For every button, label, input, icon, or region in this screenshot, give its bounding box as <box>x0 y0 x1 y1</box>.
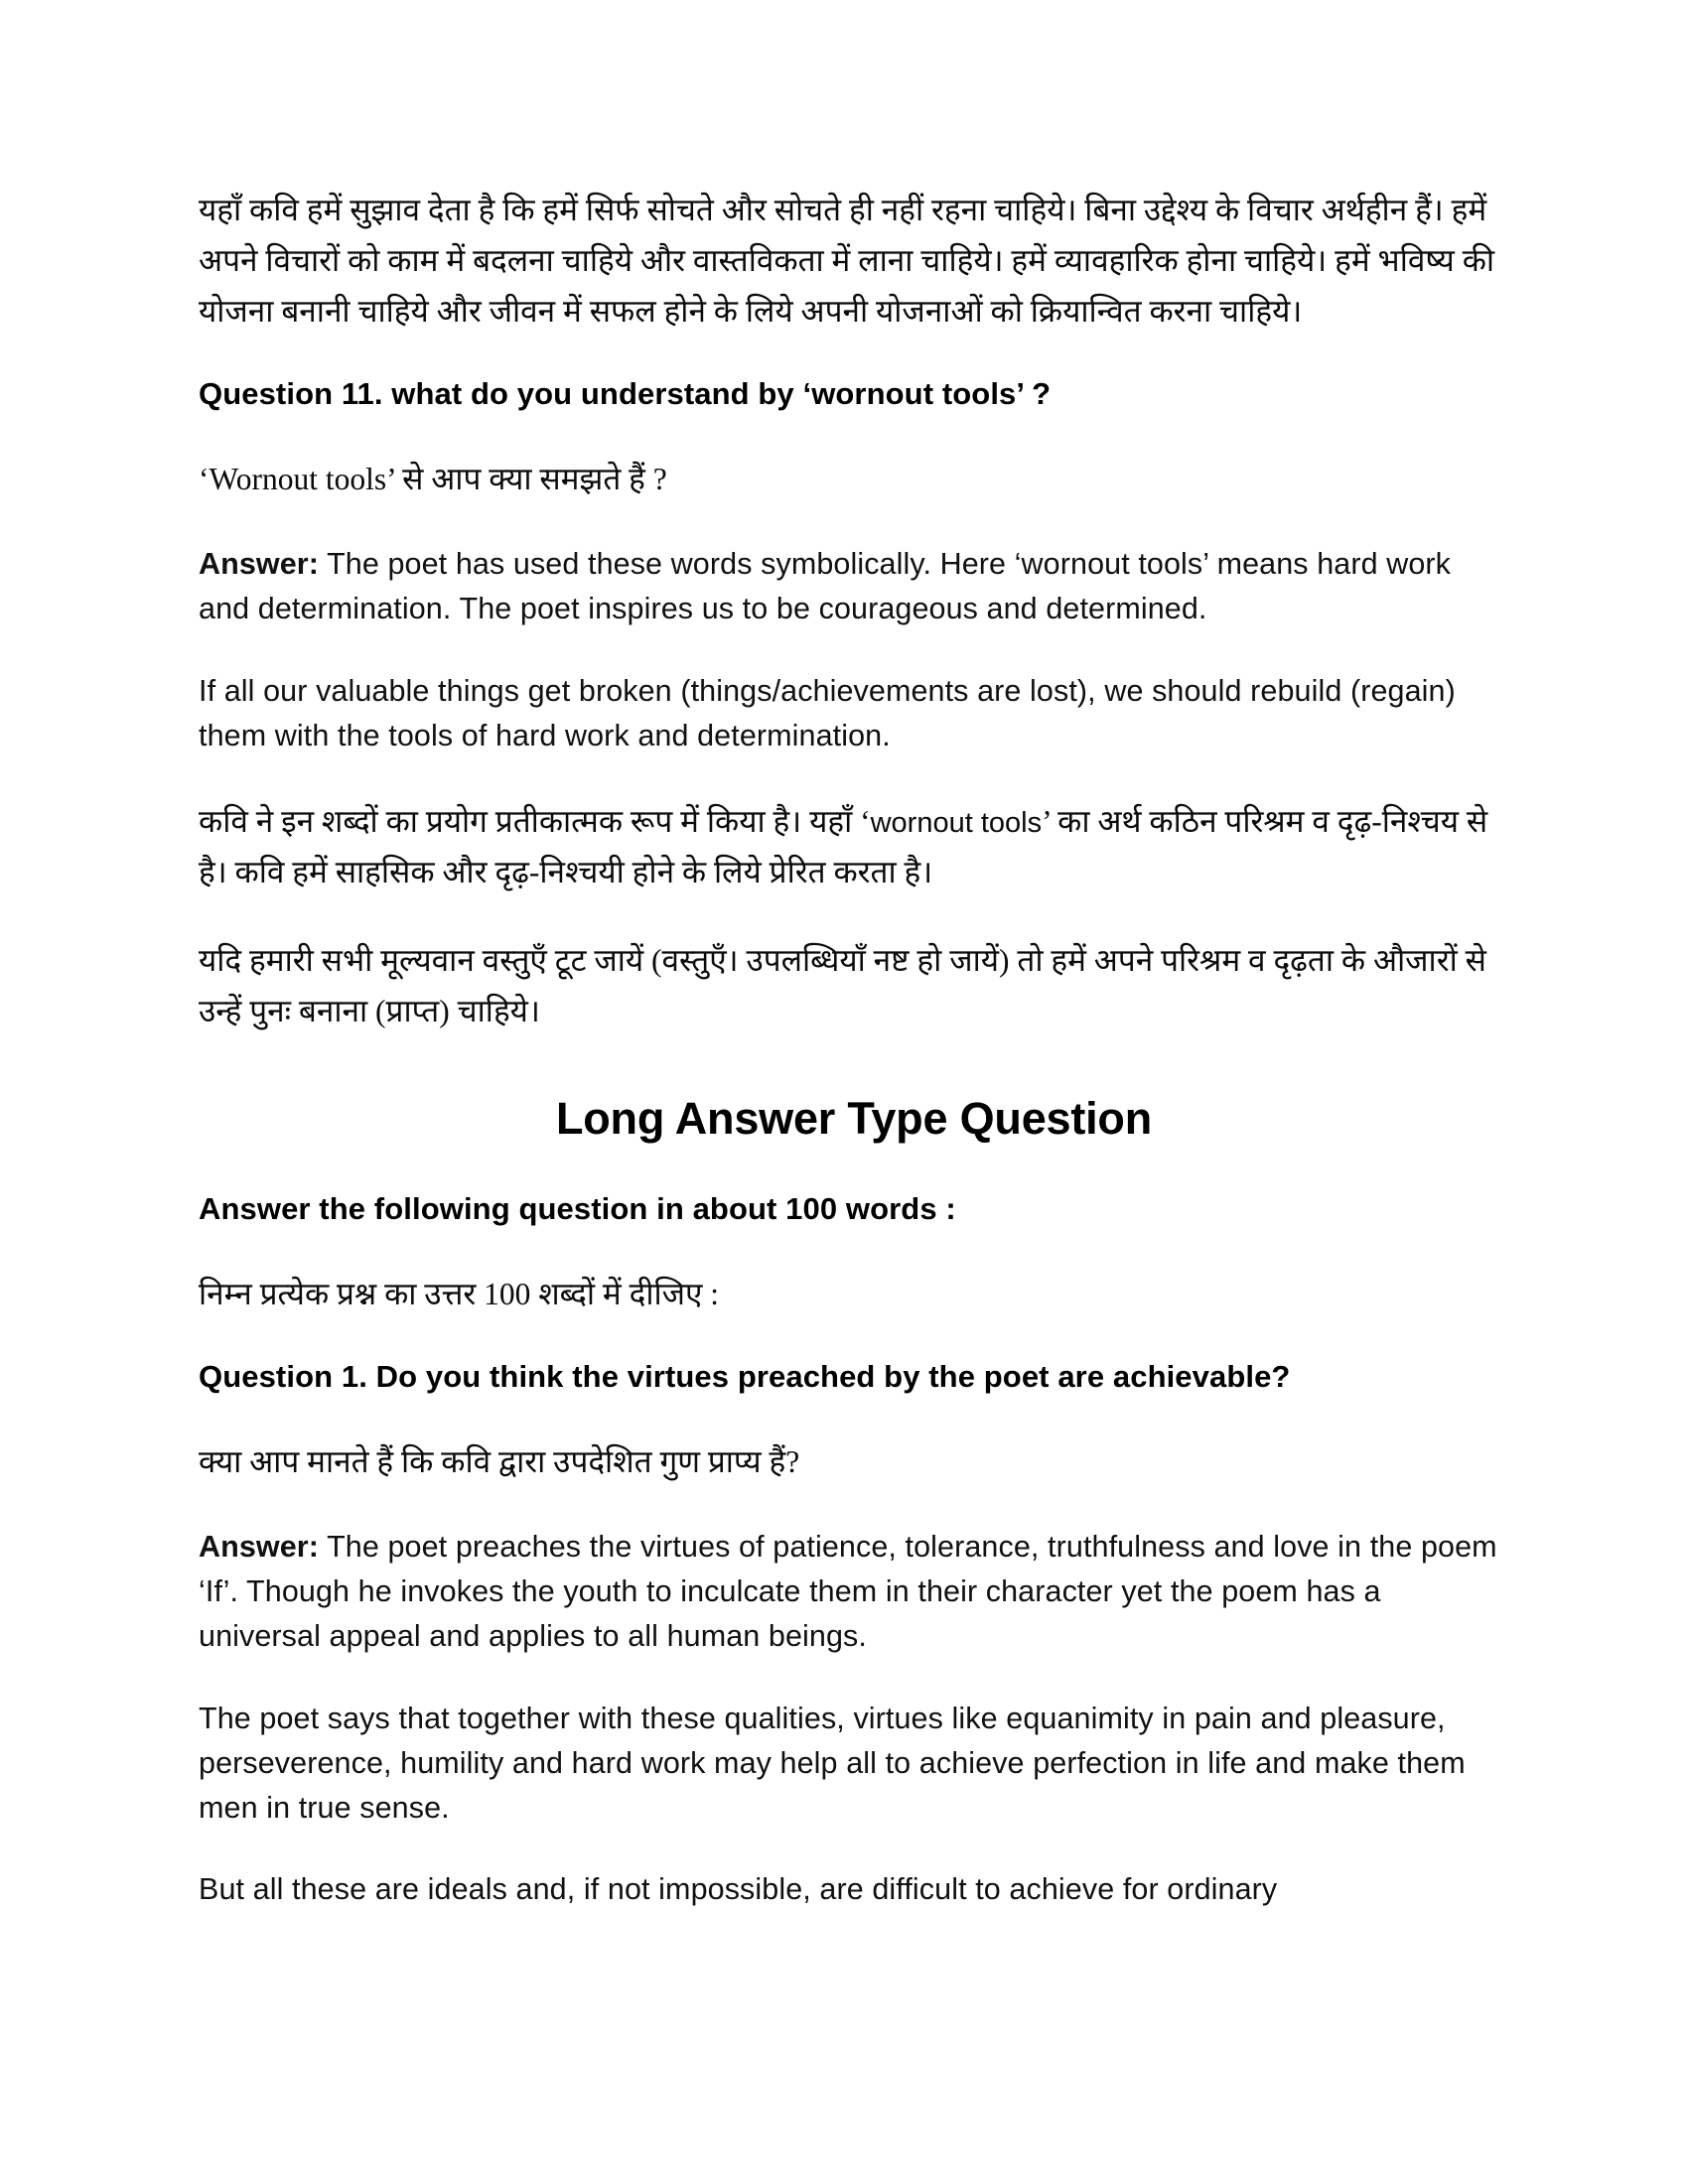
hindi-text-part-b: ’ का अर्थ कठिन परिश्रम व दृढ़-निश्चय से है। कवि हमें साहसिक और दृढ़-निश्चयी होने के लिये प्रेरित करता है। <box>199 803 1488 889</box>
instruction-hindi: निम्न प्रत्येक प्रश्न का उत्तर 100 शब्दों में दीजिए : <box>199 1277 720 1312</box>
answer-text: The poet has used these words symbolically. Here ‘wornout tools’ means hard work and determination. The poet inspires us to be courageous and determined. <box>199 547 1452 626</box>
question-1-answer-paragraph-3: But all these are ideals and, if not impossible, are difficult to achieve for ordinary <box>199 1872 1278 1907</box>
instruction-english: Answer the following question in about 100 words : <box>199 1190 956 1226</box>
question-11-answer-paragraph-2: If all our valuable things get broken (things/achievements are lost), we should rebuild (regain) them with the tools of hard work and determination. <box>199 674 1456 752</box>
hindi-text-part-a: कवि ने इन शब्दों का प्रयोग प्रतीकात्मक रूप में किया है। यहाँ ‘ <box>199 803 871 839</box>
question-11-hindi-explanation-1 <box>199 796 1509 897</box>
question-11-hindi-explanation-2: यदि हमारी सभी मूल्यवान वस्तुएँ टूट जायें (वस्तुएँ। उपलब्धियाँ नष्ट हो जायें) तो हमें अपने परिश्रम व दृढ़ता के औजारों से उन्हें पुनः बनाना (प्राप्त) चाहिये। <box>199 942 1486 1028</box>
question-11-heading: Question 11. what do you understand by ‘wornout tools’ ? <box>199 376 1052 412</box>
question-1-answer-paragraph-2: The poet says that together with these qualities, virtues like equanimity in pain and pleasure, perseverence, humility and hard work may help all to achieve perfection in life and make them men in true sense. <box>199 1701 1466 1825</box>
intro-hindi-paragraph: यहाँ कवि हमें सुझाव देता है कि हमें सिर्फ सोचते और सोचते ही नहीं रहना चाहिये। बिना उद्देश्य के विचार अर्थहीन हैं। हमें अपने विचारों को काम में बदलना चाहिये और वास्तविकता में लाना चाहिये। हमें व्यावहारिक होना चाहिये। हमें भविष्य की योजना बनानी चाहिये और जीवन में सफल होने के लिये अपनी योजनाओं को क्रियान्वित करना चाहिये। <box>199 193 1495 330</box>
section-heading-long-answer: Long Answer Type Question <box>555 1092 1153 1144</box>
answer-text: The poet preaches the virtues of patience, tolerance, truthfulness and love in the poem ‘If’. Though he invokes the youth to inculcate them in their character yet the poem has a universal appeal and applies to all human beings. <box>199 1530 1497 1654</box>
answer-label: Answer: <box>199 547 320 582</box>
question-1-answer-paragraph-1 <box>199 1525 1509 1658</box>
answer-label: Answer: <box>199 1530 320 1565</box>
question-1-hindi-question: क्या आप मानते हैं कि कवि द्वारा उपदेशित गुण प्राप्य हैं? <box>199 1444 800 1480</box>
document-content <box>199 185 1509 1912</box>
question-11-answer-paragraph-1 <box>199 542 1509 631</box>
question-11-hindi-question: ‘Wornout tools’ से आप क्या समझते हैं ? <box>199 462 667 497</box>
hindi-inline-latin-term: wornout tools <box>870 806 1043 839</box>
question-1-heading: Question 1. Do you think the virtues preached by the poet are achievable? <box>199 1359 1291 1395</box>
